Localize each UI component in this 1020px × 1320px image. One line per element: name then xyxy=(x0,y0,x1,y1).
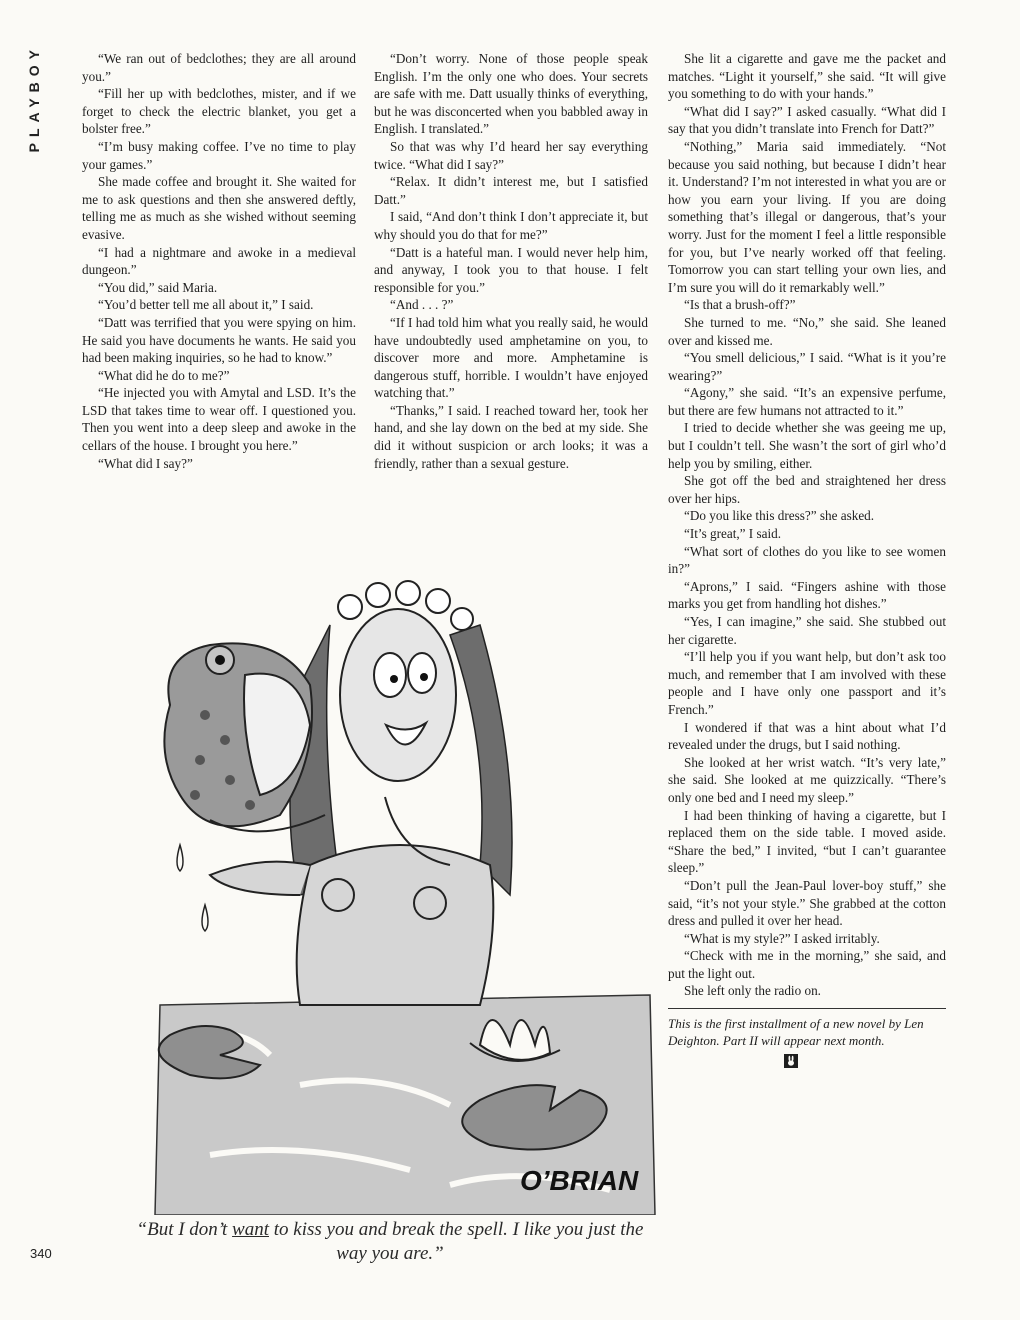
paragraph: “Don’t pull the Jean-Paul lover-boy stuff,” she said, “it’s not your style.” She grabbed at the cotton dress and pulled it over her head. xyxy=(668,877,946,929)
paragraph: “And . . . ?” xyxy=(390,297,454,313)
paragraph: “We ran out of bedclothes; they are all around you.” xyxy=(82,51,356,84)
paragraph: “What did I say?” xyxy=(98,455,193,471)
endnote xyxy=(668,1015,946,1068)
endnote-rule xyxy=(668,1008,946,1009)
caption-part: to kiss you and break the spell. I like you just the way you are.” xyxy=(269,1219,644,1264)
water-droplets xyxy=(177,845,208,931)
paragraph: She lit a cigarette and gave me the packet and matches. “Light it yourself,” she said. “It will give you something to do with your hands.” xyxy=(668,51,946,102)
paragraph: She made coffee and brought it. She waited for me to ask questions and then she answered deftly, telling me as much as she wished without seeming evasive. xyxy=(82,174,356,242)
caption-emphasis: want xyxy=(232,1219,269,1240)
paragraph: “You did,” said Maria. xyxy=(98,279,218,295)
endnote-text: This is the first installment of a new novel by Len Deighton. Part II will appear next month. xyxy=(668,1016,924,1049)
paragraph: I tried to decide whether she was geeing me up, but I couldn’t tell. She wasn’t the sort of girl who’d help you by smiling, either. xyxy=(668,420,946,471)
paragraph: “Yes, I can imagine,” she said. She stubbed out her cigarette. xyxy=(668,614,946,647)
paragraph: I wondered if that was a hint about what I’d revealed under the drugs, but I said nothing. xyxy=(668,719,946,753)
paragraph: “Is that a brush-off?” xyxy=(684,297,796,313)
paragraph: “Do you like this dress?” she asked. xyxy=(684,508,875,524)
paragraph: She left only the radio on. xyxy=(684,983,821,999)
paragraph: She looked at her wrist watch. “It’s very late,” she said. She looked at me quizzically. “There’s only one bed and I need my sleep.” xyxy=(668,754,946,805)
paragraph: “He injected you with Amytal and LSD. It’s the LSD that takes time to wear off. I questioned you. Then you went into a deep sleep and awoke in the cellars of the house. I brought you here.” xyxy=(82,385,356,454)
rabbit-head-end-mark-icon xyxy=(784,1054,798,1068)
caption-part: “But I don’t xyxy=(136,1219,233,1240)
text-column-3 xyxy=(668,50,946,1068)
text-column-2 xyxy=(374,50,648,472)
paragraph: “Datt is a hateful man. I would never help him, and anyway, I took you to that house. I felt responsible for you.” xyxy=(374,244,648,295)
paragraph: She got off the bed and straightened her dress over her hips. xyxy=(668,473,946,506)
cartoon-caption xyxy=(130,1218,650,1266)
paragraph: “Datt was terrified that you were spying on him. He said you have documents he wants. He said you had been making inquiries, so he had to know.” xyxy=(82,314,356,366)
paragraph: “What did I say?” I asked casually. “What did I say that you didn’t translate into French for Datt?” xyxy=(668,103,946,137)
paragraph: “Aprons,” I said. “Fingers ashine with those marks you get from handling hot dishes.” xyxy=(668,578,946,612)
page-number: 340 xyxy=(30,1246,52,1261)
running-head: PLAYBOY xyxy=(26,44,42,153)
artist-signature: O’BRIAN xyxy=(520,1165,639,1196)
paragraph: “What sort of clothes do you like to see women in?” xyxy=(668,543,946,577)
paragraph: “Relax. It didn’t interest me, but I satisfied Datt.” xyxy=(374,174,648,207)
paragraph: “What did he do to me?” xyxy=(98,367,230,383)
paragraph: “Thanks,” I said. I reached toward her, took her hand, and she lay down on the bed at my side. She did it without suspicion or arch looks; it was a friendly, rather than a sexual gesture. xyxy=(374,402,648,471)
paragraph: I said, “And don’t think I don’t appreciate it, but why should you do that for me?” xyxy=(374,209,648,242)
paragraph: “Fill her up with bedclothes, mister, and if we forget to check the electric blanket, you get a bolster free.” xyxy=(82,86,356,137)
paragraph: “Agony,” she said. “It’s an expensive perfume, but there are few humans not attracted to it.” xyxy=(668,385,946,418)
paragraph: “I’ll help you if you want help, but don’t ask too much, and remember that I am involved with these people and I have only one passport and it’s French.” xyxy=(668,649,946,717)
paragraph: “If I had told him what you really said, he would have undoubtedly used amphetamine on you, to discover more and more. Amphetamine is dangerous stuff, horrible. I wouldn’t have enjoyed watching that.” xyxy=(374,314,648,401)
text-column-1 xyxy=(82,50,356,472)
paragraph: “Nothing,” Maria said immediately. “Not because you said nothing, but because I didn’t hear it. Understand? I’m not interested in what you are or how you earn your living. If you are doing something that’s illegal or dangerous, that’s your worry. Just for the moment I feel a little responsible for you, but I’ve nearly worked off that feeling. Tomorrow you can start telling your own lies, and I’m sure you will do it remarkably well.” xyxy=(668,138,946,295)
paragraph: So that was why I’d heard her say everything twice. “What did I say?” xyxy=(374,138,648,172)
paragraph: “It’s great,” I said. xyxy=(684,526,782,542)
paragraph: “You’d better tell me all about it,” I said. xyxy=(98,297,314,313)
paragraph: “I’m busy making coffee. I’ve no time to play your games.” xyxy=(82,138,356,172)
paragraph: She turned to me. “No,” she said. She leaned over and kissed me. xyxy=(668,314,946,348)
paragraph: “What is my style?” I asked irritably. xyxy=(684,930,880,946)
paragraph: “Check with me in the morning,” she said, and put the light out. xyxy=(668,948,946,981)
cartoon-illustration xyxy=(150,565,660,1215)
paragraph: “I had a nightmare and awoke in a medieval dungeon.” xyxy=(82,244,356,278)
paragraph: I had been thinking of having a cigarette, but I replaced them on the side table. I moved aside. “Share the bed,” I invited, “but I can’t guarantee sleep.” xyxy=(668,807,946,876)
paragraph: “Don’t worry. None of those people speak English. I’m the only one who does. Your secrets are safe with me. Datt usually thinks of everything, but he was disconcerted when you babbled away in English. I translated.” xyxy=(374,51,648,137)
paragraph: “You smell delicious,” I said. “What is it you’re wearing?” xyxy=(668,350,946,383)
